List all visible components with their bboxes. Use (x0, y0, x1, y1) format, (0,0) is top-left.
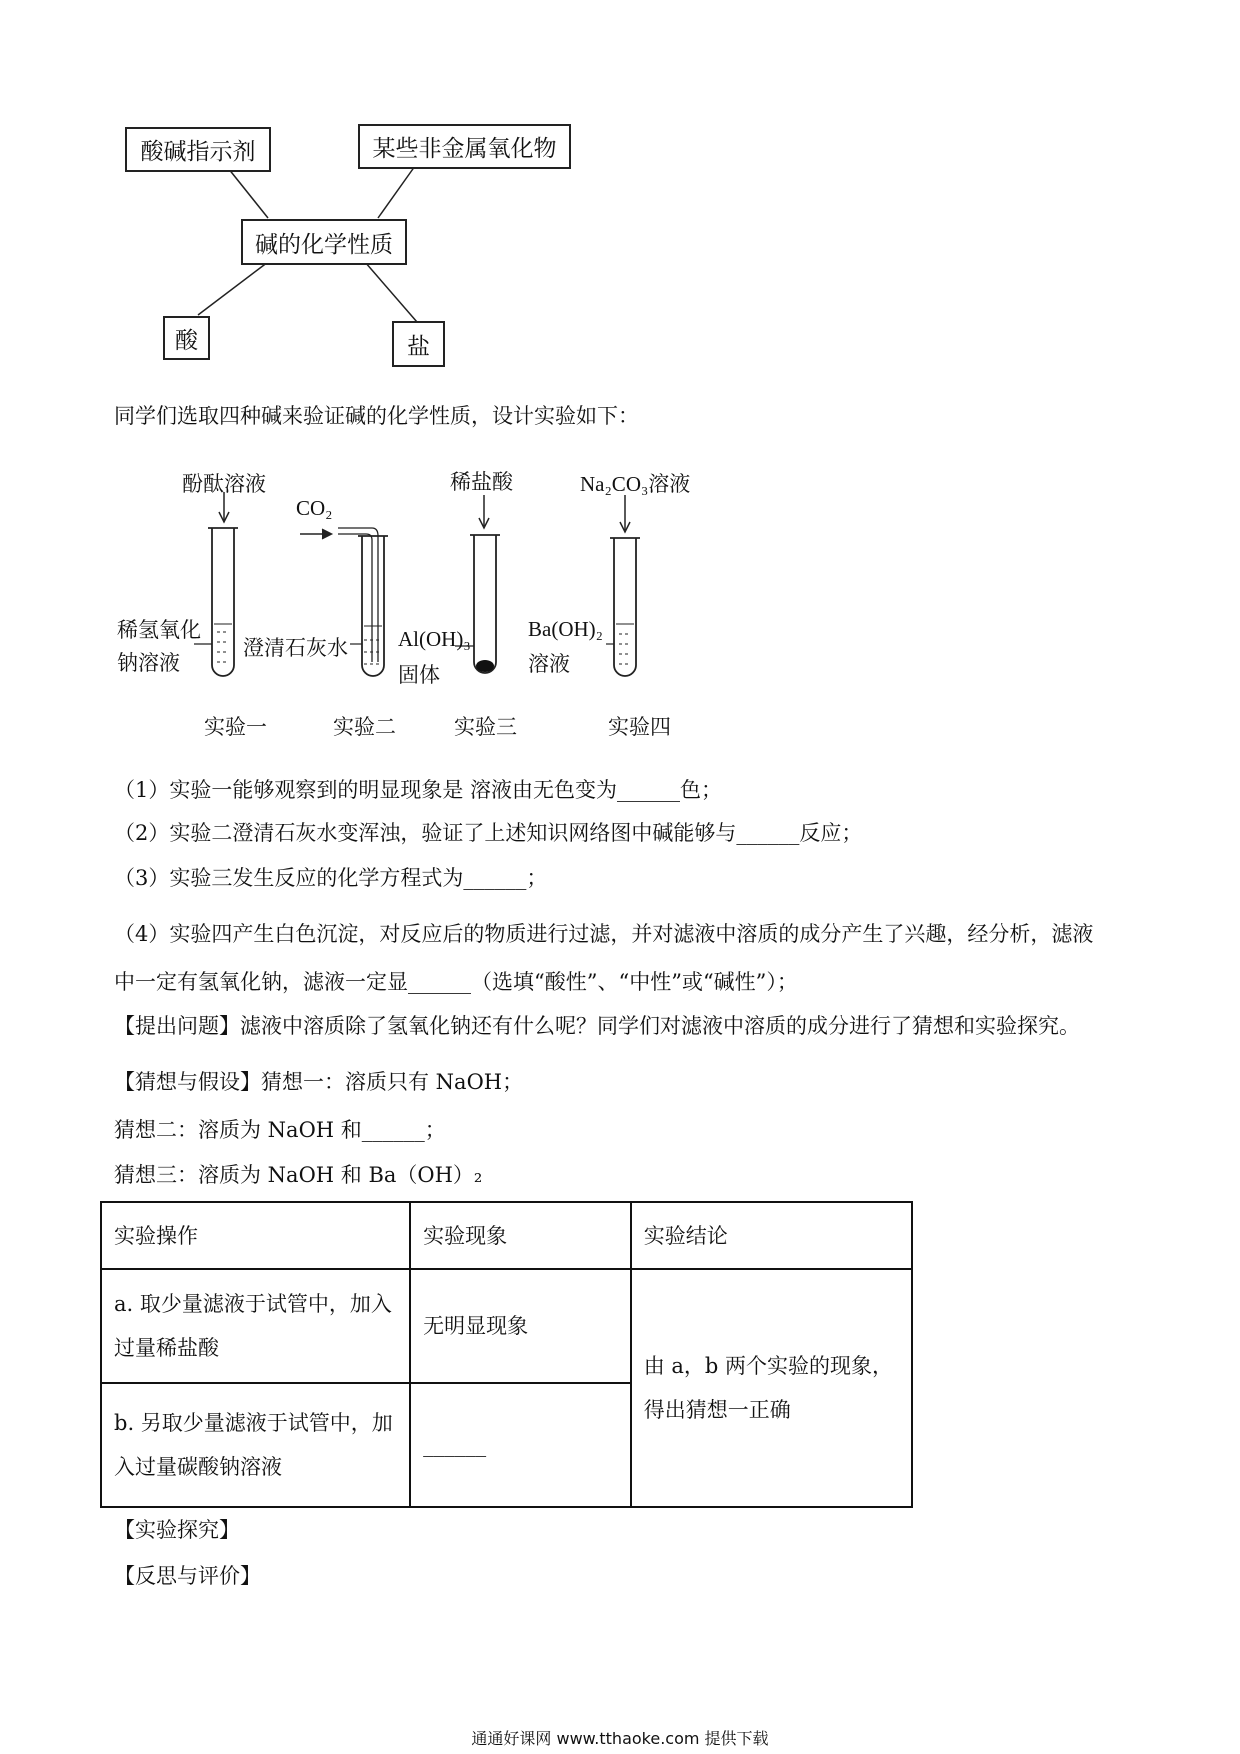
row-b-phenomenon: ______ (410, 1383, 631, 1507)
header-operation: 实验操作 (101, 1202, 410, 1269)
exp2-sample-label: 澄清石灰水 (243, 636, 348, 660)
test-tube-exp1 (194, 492, 238, 676)
concept-node-acid: 酸 (163, 316, 210, 360)
exp1-reagent-label: 酚酞溶液 (182, 472, 266, 496)
header-phenomenon: 实验现象 (410, 1202, 631, 1269)
table-header-row (101, 1202, 912, 1269)
experiment-table (100, 1201, 913, 1508)
question-4-line-1: （4）实验四产生白色沉淀，对反应后的物质进行过滤，并对滤液中溶质的成分产生了兴趣，经分析，滤液 (114, 922, 1094, 946)
hypothesis-3: 猜想三：溶质为 NaOH 和 Ba（OH）₂ (114, 1163, 483, 1187)
exp3-sample-label-1: Al(OH)₃ (398, 627, 471, 651)
intro-text: 同学们选取四种碱来验证碱的化学性质，设计实验如下： (114, 404, 639, 428)
header-conclusion: 实验结论 (631, 1202, 912, 1269)
question-1: （1）实验一能够观察到的明显现象是 溶液由无色变为______色； (114, 778, 723, 802)
exp4-sample-label-1: Ba(OH)₂ (528, 617, 603, 641)
question-3: （3）实验三发生反应的化学方程式为______； (114, 866, 548, 890)
section-reflect: 【反思与评价】 (114, 1564, 261, 1588)
concept-node-indicator: 酸碱指示剂 (125, 127, 271, 172)
question-2: （2）实验二澄清石灰水变浑浊，验证了上述知识网络图中碱能够与______反应； (114, 821, 863, 845)
exp1-sample-label-2: 钠溶液 (117, 651, 180, 675)
table-row (101, 1269, 912, 1383)
exp2-caption: 实验二 (333, 715, 396, 739)
concept-node-nonmetal-oxide: 某些非金属氧化物 (358, 124, 571, 169)
test-tube-exp4 (606, 495, 640, 676)
exp4-reagent-label: Na₂CO₃溶液 (580, 472, 691, 496)
exp1-sample-label-1: 稀氢氧化 (117, 618, 201, 642)
page-footer: 通通好课网 www.tthaoke.com 提供下载 (471, 1729, 769, 1748)
exp4-sample-label-2: 溶液 (528, 652, 570, 676)
exp3-reagent-label: 稀盐酸 (450, 470, 513, 494)
concept-node-salt: 盐 (392, 321, 445, 367)
exp3-caption: 实验三 (454, 715, 517, 739)
hypothesis-1: 【猜想与假设】猜想一：溶质只有 NaOH； (114, 1070, 524, 1094)
exp2-gas-label: CO₂ (296, 496, 333, 520)
row-a-phenomenon: 无明显现象 (410, 1269, 631, 1383)
exp4-caption: 实验四 (608, 715, 671, 739)
section-explore: 【实验探究】 (114, 1518, 240, 1542)
conclusion-cell: 由 a，b 两个实验的现象，得出猜想一正确 (631, 1269, 912, 1507)
exp3-sample-label-2: 固体 (398, 663, 440, 687)
question-4-line-2: 中一定有氢氧化钠，滤液一定显______（选填“酸性”、“中性”或“碱性”）； (114, 970, 798, 994)
problem-statement: 【提出问题】滤液中溶质除了氢氧化钠还有什么呢？同学们对滤液中溶质的成分进行了猜想和实验探究。 (114, 1014, 1080, 1038)
row-a-operation: a. 取少量滤液于试管中，加入过量稀盐酸 (101, 1269, 410, 1383)
hypothesis-2: 猜想二：溶质为 NaOH 和______； (114, 1118, 446, 1142)
exp1-caption: 实验一 (204, 715, 267, 739)
concept-node-center: 碱的化学性质 (241, 219, 407, 265)
row-b-operation: b. 另取少量滤液于试管中，加入过量碳酸钠溶液 (101, 1383, 410, 1507)
